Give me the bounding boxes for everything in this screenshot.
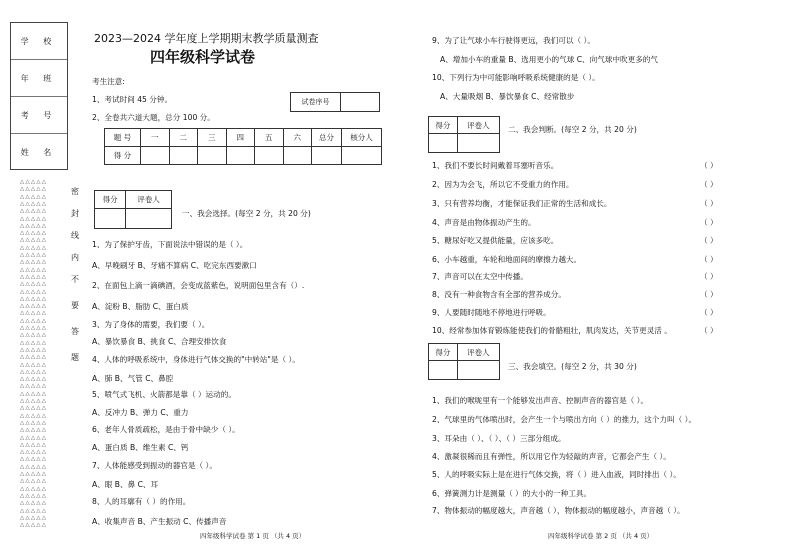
triangle-row: △△△△△	[20, 492, 48, 499]
section1-title: 一、我会选择。(每空 2 分，共 20 分)	[182, 209, 311, 218]
grader-score-input[interactable]	[95, 209, 126, 229]
triangle-row: △△△△△	[20, 434, 48, 441]
question-options: A、淀粉 B、脂肪 C、蛋白质	[92, 302, 189, 311]
triangle-row: △△△△△	[20, 522, 48, 529]
triangle-row: △△△△△	[20, 478, 48, 485]
question-options: A、早晚刷牙 B、牙痛不算病 C、吃完东西要漱口	[92, 261, 257, 270]
answer-blank[interactable]: （ ）	[700, 272, 718, 281]
score-header: 六	[283, 129, 312, 147]
grader-name-input[interactable]	[457, 361, 499, 380]
question-options: A、肺 B、气管 C、鼻腔	[92, 374, 174, 383]
triangle-row: △△△△△	[20, 441, 48, 448]
score-header: 三	[198, 129, 227, 147]
triangle-row: △△△△△	[20, 471, 48, 477]
question-text: 5、喷气式飞机、火箭都是靠（ ）运动的。	[92, 390, 236, 399]
triangle-row: △△△△△	[20, 507, 48, 514]
triangle-row: △△△△△	[20, 346, 48, 353]
judgment-item: 10、经常参加体育锻炼能使我们的骨骼粗壮，肌肉发达，关节更灵活 。	[432, 326, 672, 335]
triangle-row: △△△△△	[20, 383, 48, 390]
question-text: 8、人的耳廓有（ ）的作用。	[92, 497, 191, 506]
triangle-row: △△△△△	[20, 427, 48, 434]
fill-blank-question: 4、激凝很稀而且有弹性，所以用它作为轻敲的声音，它都会产生（ ）。	[432, 452, 671, 461]
question-options: A、蛋白质 B、维生素 C、钙	[92, 443, 189, 452]
question-options: A、大量吸烟 B、暴饮暴食 C、经常散步	[440, 92, 575, 101]
seat-number-label: 试卷序号	[291, 93, 341, 112]
judgment-item: 5、糖尿好吃又提供能量，应该多吃。	[432, 236, 559, 245]
triangle-row: △△△△△	[20, 200, 48, 207]
question-text: 7、人体能感受到振动的器官是（ ）。	[92, 461, 217, 470]
grader-score-label: 得分	[429, 117, 458, 134]
score-cell[interactable]	[169, 147, 198, 165]
seat-number-table	[290, 92, 380, 112]
question-options: A、反冲力 B、弹力 C、重力	[92, 408, 189, 417]
seal-char: 不	[71, 275, 79, 284]
triangle-row: △△△△△	[20, 266, 48, 273]
triangle-row: △△△△△	[20, 179, 48, 185]
question-text: 6、老年人骨质疏松，是由于骨中缺少（ ）。	[92, 425, 240, 434]
notes-heading: 考生注意:	[92, 77, 125, 86]
seal-char: 题	[71, 353, 79, 362]
triangle-row: △△△△△	[20, 405, 48, 412]
question-text: 9、为了让气球小车行驶得更远，我们可以（ ）。	[432, 36, 595, 45]
triangle-row: △△△△△	[20, 514, 48, 521]
grader-name-label: 评卷人	[126, 191, 172, 209]
answer-blank[interactable]: （ ）	[700, 199, 718, 208]
name-field[interactable]: 姓 名	[20, 148, 58, 157]
grader-name-input[interactable]	[126, 209, 172, 229]
triangle-row: △△△△△	[20, 222, 48, 229]
triangle-row: △△△△△	[20, 456, 48, 463]
question-options: A、暴饮暴食 B、挑食 C、合理安排饮食	[92, 337, 227, 346]
triangle-row: △△△△△	[20, 449, 48, 456]
seal-char: 线	[71, 231, 79, 240]
triangle-row: △△△△△	[20, 325, 48, 331]
judgment-item: 1、我们不要长时间戴着耳塞听音乐。	[432, 161, 559, 170]
judgment-item: 9、人要随时随地不停地进行呼吸。	[432, 308, 551, 317]
triangle-row: △△△△△	[20, 317, 48, 324]
answer-blank[interactable]: （ ）	[700, 326, 718, 335]
question-text: 4、人体的呼吸系统中，身体进行气体交换的"中转站"是（ ）。	[92, 355, 300, 364]
grader-score-label: 得分	[95, 191, 126, 209]
judgment-item: 3、只有营养均衡，才能保证我们正常的生活和成长。	[432, 199, 612, 208]
question-text: 1、为了保护牙齿，下面说法中错误的是（ ）。	[92, 240, 248, 249]
triangle-row: △△△△△	[20, 500, 48, 507]
answer-blank[interactable]: （ ）	[700, 180, 718, 189]
grader-name-label: 评卷人	[457, 344, 499, 361]
exam-title: 2023—2024 学年度上学期期末教学质量测查	[94, 32, 319, 45]
grader-name-label: 评卷人	[457, 117, 499, 134]
score-cell[interactable]	[198, 147, 227, 165]
note-item: 2、全卷共六道大题，总分 100 分。	[92, 113, 215, 122]
triangle-row: △△△△△	[20, 215, 48, 222]
triangle-row: △△△△△	[20, 244, 48, 251]
triangle-row: △△△△△	[20, 208, 48, 215]
score-header: 总分	[312, 129, 342, 147]
school-field[interactable]: 学 校	[11, 23, 67, 60]
score-header: 四	[226, 129, 255, 147]
score-cell[interactable]	[342, 147, 382, 165]
class-field[interactable]: 年 班	[11, 60, 67, 97]
seal-char: 要	[71, 301, 79, 310]
score-row-label: 得 分	[105, 147, 141, 165]
score-header: 五	[255, 129, 284, 147]
page-footer-right: 四年级科学试卷 第 2 页 （共 4 页）	[548, 532, 654, 540]
question-text: 10、下列行为中可能影响呼吸系统健康的是（ ）。	[432, 73, 600, 82]
seal-char: 封	[71, 209, 79, 218]
answer-blank[interactable]: （ ）	[700, 255, 718, 264]
score-cell[interactable]	[312, 147, 342, 165]
grader-score-label: 得分	[429, 344, 458, 361]
triangle-row: △△△△△	[20, 354, 48, 361]
score-cell[interactable]	[141, 147, 170, 165]
triangle-row: △△△△△	[20, 376, 48, 383]
score-header: 一	[141, 129, 170, 147]
score-header: 二	[169, 129, 198, 147]
judgment-item: 4、声音是由物体振动产生的。	[432, 218, 536, 227]
question-text: 3、为了身体的需要，我们要（ ）。	[92, 320, 210, 329]
note-item: 1、考试时间 45 分钟。	[92, 95, 173, 104]
judgment-item: 2、因为为会飞，所以它不受重力的作用。	[432, 180, 574, 189]
exam-number-field[interactable]: 考 号	[11, 97, 67, 134]
triangle-row: △△△△△	[20, 295, 48, 302]
triangle-row: △△△△△	[20, 368, 48, 375]
grader-score-input[interactable]	[429, 361, 458, 380]
section3-title: 三、我会填空。(每空 2 分，共 30 分)	[508, 362, 637, 371]
section1-grader-box	[94, 190, 172, 229]
triangle-row: △△△△△	[20, 390, 48, 397]
fill-blank-question: 2、气球里的气体喷出时，会产生一个与喷出方向（ ）的推力，这个力叫（ ）。	[432, 415, 697, 424]
score-cell[interactable]	[255, 147, 284, 165]
question-text: 2、在面包上滴一滴碘酒，会变成蓝紫色，说明面包里含有（）.	[92, 281, 305, 290]
triangle-row: △△△△△	[20, 419, 48, 426]
seat-number-input[interactable]	[341, 93, 380, 112]
fill-blank-question: 5、人的呼吸实际上是在进行气体交换，将（ ）进入血液，同时排出（ ）。	[432, 470, 681, 479]
answer-blank[interactable]: （ ）	[700, 161, 718, 170]
score-header: 核分人	[342, 129, 382, 147]
judgment-item: 7、声音可以在太空中传播。	[432, 272, 528, 281]
answer-blank[interactable]: （ ）	[700, 308, 718, 317]
seal-char: 内	[71, 253, 79, 262]
triangle-row: △△△△△	[20, 398, 48, 404]
score-cell[interactable]	[283, 147, 312, 165]
triangle-row: △△△△△	[20, 288, 48, 295]
triangle-row: △△△△△	[20, 310, 48, 317]
question-options: A、增加小车的重量 B、选用更小的气球 C、向气球中吹更多的气	[440, 55, 658, 64]
score-cell[interactable]	[226, 147, 255, 165]
judgment-item: 6、小车越重，车轮和地面间的摩擦力越大。	[432, 255, 582, 264]
triangle-row: △△△△△	[20, 230, 48, 237]
triangle-row: △△△△△	[20, 259, 48, 266]
triangle-row: △△△△△	[20, 332, 48, 339]
seal-char: 密	[71, 187, 79, 196]
fill-blank-question: 3、耳朵由（ ）、（ ）、（ ）三部分组成。	[432, 434, 566, 443]
answer-blank[interactable]: （ ）	[700, 236, 718, 245]
triangle-row: △△△△△	[20, 485, 48, 492]
triangle-row: △△△△△	[20, 339, 48, 346]
fill-blank-question: 6、弹簧测力计是测量（ ）的大小的一种工具。	[432, 489, 592, 498]
section3-grader-box	[428, 343, 500, 380]
seal-char: 答	[71, 327, 79, 336]
score-header: 题 号	[105, 129, 141, 147]
triangle-row: △△△△△	[20, 412, 48, 419]
score-table	[104, 128, 382, 165]
triangle-row: △△△△△	[20, 361, 48, 368]
triangle-row: △△△△△	[20, 303, 48, 310]
student-info-box	[10, 22, 68, 170]
answer-blank[interactable]: （ ）	[700, 218, 718, 227]
exam-subtitle: 四年级科学试卷	[150, 48, 256, 66]
fill-blank-question: 7、物体振动的幅度越大，声音越（ ），物体振动的幅度越小，声音越（ ）。	[432, 506, 685, 515]
answer-blank[interactable]: （ ）	[700, 290, 718, 299]
section2-grader-box	[428, 116, 500, 153]
question-options: A、眼 B、鼻 C、耳	[92, 480, 159, 489]
judgment-item: 8、没有一种食物含有全部的营养成分。	[432, 290, 566, 299]
triangle-row: △△△△△	[20, 193, 48, 200]
fill-blank-question: 1、我们的喉咙里有一个能够发出声音、控制声音的器官是（ ）。	[432, 396, 649, 405]
triangle-row: △△△△△	[20, 237, 48, 244]
triangle-row: △△△△△	[20, 281, 48, 288]
question-options: A、收集声音 B、产生振动 C、传播声音	[92, 517, 227, 526]
grader-score-input[interactable]	[429, 134, 458, 153]
page-footer-left: 四年级科学试卷 第 1 页 （共 4 页）	[200, 532, 306, 540]
triangle-row: △△△△△	[20, 463, 48, 470]
section2-title: 二、我会判断。(每空 2 分，共 20 分)	[508, 125, 637, 134]
grader-name-input[interactable]	[457, 134, 499, 153]
triangle-row: △△△△△	[20, 186, 48, 193]
triangle-row: △△△△△	[20, 273, 48, 280]
triangle-row: △△△△△	[20, 252, 48, 258]
